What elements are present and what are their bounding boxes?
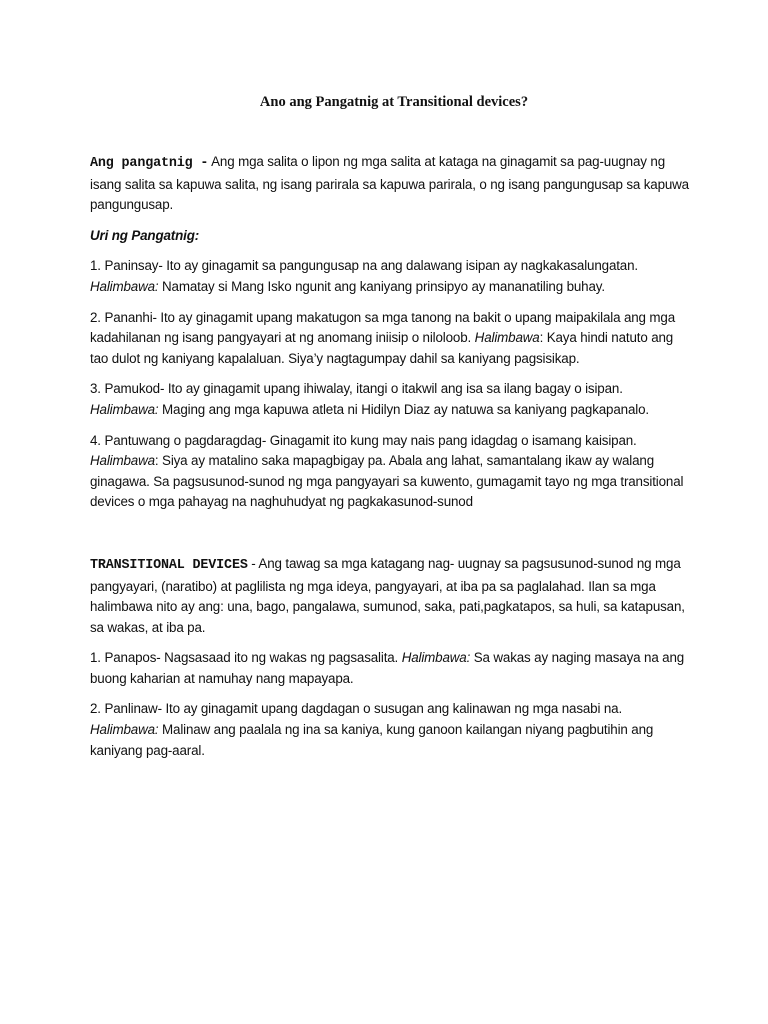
example-text: Maging ang mga kapuwa atleta ni Hidilyn Diaz ay natuwa sa kaniyang pagkapanalo. bbox=[158, 401, 649, 417]
device-item-2 bbox=[90, 699, 690, 761]
example-text: : Siya ay matalino saka mapagbigay pa. Abala ang lahat, samantalang ikaw ay walang ginagawa. Sa pagsusunod-sunod ng mga pangyayari sa kuwento, gumagamit tayo ng mga transitional devices o mga pahayag na naghuhudyat ng pagkakasunod-sunod bbox=[90, 453, 684, 510]
example-label: Halimbawa bbox=[90, 453, 155, 469]
type-text: 2. Pananhi- Ito ay ginagamit upang makatugon sa mga tanong na bakit o upang maipakilala ang mga kadahilanan ng isang pangyayari at ng anomang iniisip o niloloob. bbox=[90, 309, 676, 346]
example-text: Sa wakas ay naging masaya na ang buong kaharian at namuhay nang mapayapa. bbox=[90, 650, 685, 686]
type-item-3 bbox=[90, 379, 690, 420]
example-label: Halimbawa bbox=[474, 330, 540, 346]
example-label: Halimbawa: bbox=[401, 650, 471, 666]
device-item-1 bbox=[90, 648, 690, 689]
example-text: Namatay si Mang Isko ngunit ang kaniyang prinsipyo ay mananatiling buhay. bbox=[158, 278, 605, 294]
example-label: Halimbawa: bbox=[90, 722, 159, 738]
document-title: Ano ang Pangatnig at Transitional devices? bbox=[259, 94, 529, 110]
transitional-paragraph bbox=[90, 554, 690, 638]
transitional-text: - Ang tawag sa mga katagang nag- uugnay sa pagsusunod-sunod ng mga pangyayari, (naratibo) at paglilista ng mga ideya, pangyayari, at iba pa sa paglalahad. Ilan sa mga halimbawa nito ay ang: una, bago, pangalawa, sumunod, saka, pati,pagkatapos, sa huli, sa katapusan, sa wakas, at iba pa. bbox=[90, 555, 685, 635]
definition-paragraph bbox=[90, 152, 690, 216]
example-label: Halimbawa: bbox=[90, 401, 159, 417]
section-spacer bbox=[90, 523, 690, 554]
type-item-2 bbox=[90, 308, 690, 370]
definition-term: Ang pangatnig - bbox=[90, 156, 209, 171]
type-text: 3. Pamukod- Ito ay ginagamit upang ihiwalay, itangi o itakwil ang isa sa ilang bagay o isipan. bbox=[90, 381, 623, 397]
type-text: 4. Pantuwang o pagdaragdag- Ginagamit ito kung may nais pang idagdag o isamang kaisipan. bbox=[90, 432, 637, 448]
example-text: : Kaya hindi natuto ang tao dulot ng kaniyang kapalaluan. Siya’y nagtagumpay dahil sa kaniyang pagsisikap. bbox=[90, 330, 674, 366]
type-text: 1. Paninsay- Ito ay ginagamit sa pangungusap na ang dalawang isipan ay nagkakasalungatan. bbox=[90, 258, 638, 274]
type-item-4 bbox=[90, 431, 690, 513]
example-text: Malinaw ang paalala ng ina sa kaniya, kung ganoon kailangan niyang pagbutihin ang kaniyang pag-aaral. bbox=[90, 722, 654, 758]
device-text: 1. Panapos- Nagsasaad ito ng wakas ng pagsasalita. bbox=[90, 650, 402, 666]
device-text: 2. Panlinaw- Ito ay ginagamit upang dagdagan o susugan ang kalinawan ng mga nasabi na. bbox=[90, 701, 623, 717]
definition-text: Ang mga salita o lipon ng mga salita at kataga na ginagamit sa pag-uugnay ng isang salita sa kapuwa salita, ng isang parirala sa kapuwa parirala, o ng isang pangungusap sa kapuwa pangungusap. bbox=[90, 154, 689, 213]
type-item-1 bbox=[90, 256, 690, 297]
example-label: Halimbawa: bbox=[90, 278, 159, 294]
document-body bbox=[90, 94, 690, 771]
types-subheading: Uri ng Pangatnig: bbox=[90, 227, 200, 243]
transitional-term: TRANSITIONAL DEVICES bbox=[90, 557, 248, 573]
